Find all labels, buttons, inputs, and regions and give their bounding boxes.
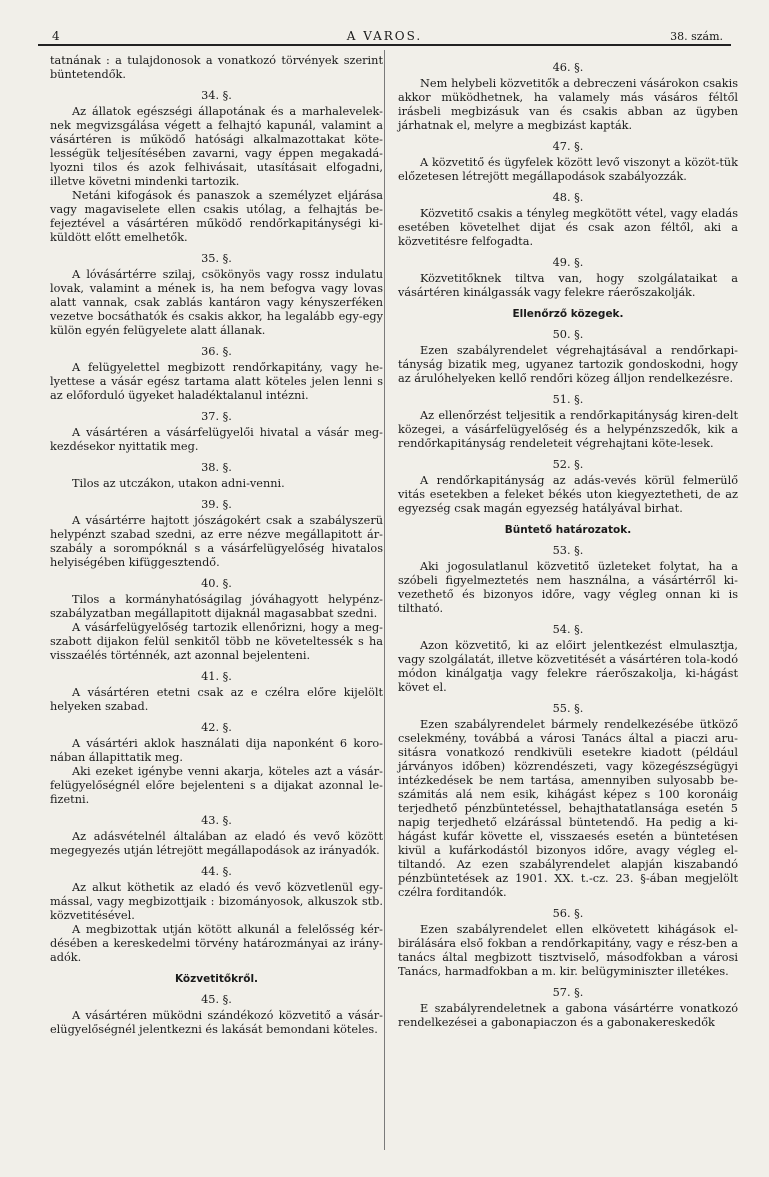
- paragraph: Ezen szabályrendelet végrehajtásával a rendőrkapi-tányság bizatik meg, ugyanez tartozik gondoskodni, hogy az árulóhelyeken kellő rendőri közeg álljon rendelkezésre.: [398, 344, 738, 386]
- section-number: 39. §.: [201, 498, 232, 511]
- paragraph: Netáni kifogások és panaszok a személyzet eljárása vagy magaviselete ellen csakis utólag, a felhajtás be-fejeztével a vásártéren működő rendőrkapitánységi ki-küldött előtt emelhetők.: [50, 189, 383, 244]
- paragraph: Azon közvetitő, ki az előirt jelentkezést elmulasztja, vagy szolgálatát, illetve közvetitését a vásártéren tola-kodó módon kinálgatja vagy felekre ráerőszakolja, ki-hágást követ el.: [398, 639, 738, 695]
- paragraph: A vásártéren etetni csak az e czélra előre kijelölt helyeken szabad.: [50, 686, 383, 713]
- paragraph: Tilos a kormányhatóságilag jóváhagyott helypénz-szabályzatban megállapitott dijaknál magasabbat szedni.: [50, 593, 383, 620]
- paragraph: Ezen szabályrendelet ellen elkövetett kihágások el-birálására első fokban a rendőrkapitány, vagy e rész-ben a tanács által megbizott tisztviselő, másodfokban a városi Tanács, harmadfokban a m. kir. belügyminiszter illetékes.: [398, 923, 738, 979]
- right-column: [398, 54, 738, 1030]
- section-number: 47. §.: [552, 140, 584, 153]
- page-header: [38, 26, 731, 46]
- paragraph: A felügyelettel megbizott rendőrkapitány, vagy he-lyettese a vásár egész tartama alatt köteles jelen lenni s az előforduló ügyeket haladéktalanul intézni.: [50, 361, 383, 402]
- section-number: 55. §.: [552, 702, 584, 716]
- paragraph: A vásártéri aklok használati dija naponként 6 koro-nában állapittatik meg.: [50, 737, 383, 764]
- section-number: 34. §.: [201, 89, 232, 102]
- paragraph: A közvetitő és ügyfelek között levő viszonyt a közöt-tük előzetesen létrejött megállapodások szabályozzák.: [398, 156, 738, 183]
- paragraph: A rendőrkapitányság az adás-vevés körül felmerülő vitás esetekben a feleket békés uton kiegyeztetheti, de az egyezség csak magán egyezség hatályával birhat.: [398, 474, 738, 516]
- section-number: 52. §.: [552, 458, 584, 472]
- paragraph: Az alkut köthetik az eladó és vevő közvetlenül egy-mással, vagy megbizottjaik : bizományosok, alkuszok stb. közvetitésével.: [50, 881, 383, 922]
- paragraph: A lóvásártérre szilaj, csökönyös vagy rossz indulatu lovak, valamint a mének is, ha nem befogva vagy lovas alatt vannak, csak zablás kantáron vagy kényszerféken vezetve bocsáthatók és csakis akkor, ha legalább egy-egy külön egyén felügyelete alatt állanak.: [50, 268, 383, 337]
- paragraph: Közvetitő csakis a tényleg megkötött vétel, vagy eladás esetében követelhet dijat és csak azon féltől, aki a közvetitésre felfogadta.: [398, 207, 738, 248]
- paragraph: Az ellenőrzést teljesitik a rendőrkapitányság kiren-delt közegei, a vásárfelügyelőség és a helypénzszedők, kik a rendőrkapitányság rendeleteit végrehajtani köte-lesek.: [398, 409, 738, 451]
- section-number: 50. §.: [552, 328, 584, 342]
- section-number: 35. §.: [201, 252, 232, 265]
- section-heading: Közvetitőkről.: [174, 973, 259, 985]
- paragraph: Ezen szabályrendelet bármely rendelkezésébe ütköző cselekmény, továbbá a városi Tanács által a piaczi aru-sitásra vonatkozó rendkivüli esetekre kiadott (például járványos időben) közrendészeti, vagy közegészségügyi intézkedések be nem tartása, amennyiben sulyosabb be-számitás alá nem esik, kihágást képez s 100 koronáig terjedhető pénzbüntetéssel, behajthatatlansága esetén 5 napig terjedhető elzárással büntetendő. Ha pedig a ki-hágást kufár követte el, visszaesés esetén a büntetésen kivül a kufárkodástól bizonyos időre, avagy végleg el-tiltandó. Az ezen szabályrendelet alapján kiszabandó pénzbüntetések az 1901. XX. t.-cz. 23. §-ában megjelölt czélra forditandók.: [398, 718, 738, 900]
- section-number: 48. §.: [552, 191, 584, 204]
- paragraph: A vásártéren a vásárfelügyelői hivatal a vásár meg-kezdésekor nyittatik meg.: [50, 426, 383, 453]
- section-number: 51. §.: [552, 393, 584, 407]
- issue-number: 38. szám.: [670, 30, 723, 43]
- paragraph: Közvetitőknek tiltva van, hogy szolgálataikat a vásártéren kinálgassák vagy felekre ráerőszakolják.: [398, 272, 738, 299]
- paragraph: E szabályrendeletnek a gabona vásártérre vonatkozó rendelkezései a gabonapiaczon és a gabonakereskedők: [398, 1002, 738, 1030]
- section-number: 40. §.: [201, 577, 232, 590]
- paragraph: A megbizottak utján kötött alkunál a felelősség kér-désében a kereskedelmi törvény határozmányai az irány-adók.: [50, 923, 383, 964]
- section-number: 56. §.: [552, 907, 584, 921]
- section-number: 42. §.: [201, 721, 232, 734]
- section-number: 37. §.: [201, 410, 232, 423]
- section-number: 49. §.: [552, 256, 584, 269]
- section-heading: Ellenőrző közegek.: [512, 308, 624, 320]
- section-number: 54. §.: [552, 623, 584, 637]
- page-number: 4: [52, 29, 60, 43]
- paragraph: Aki ezeket igénybe venni akarja, köteles azt a vásár-felügyelőségnél előre bejelenteni s a dijakat azonnal le-fizetni.: [50, 765, 383, 806]
- paragraph: Az adásvételnél általában az eladó és vevő között megegyezés utján létrejött megállapodások az irányadók.: [50, 830, 383, 857]
- left-column: [50, 54, 383, 1037]
- paragraph: A vásárfelügyelőség tartozik ellenőrizni, hogy a meg-szabott dijakon felül senkitől több ne követeltessék s ha visszaélés történnék, azt azonnal bejelenteni.: [50, 621, 383, 662]
- section-number: 45. §.: [201, 993, 232, 1007]
- paragraph: Aki jogosulatlanul közvetitő üzleteket folytat, ha a szóbeli figyelmeztetés nem használna, a vásártérről ki-vezethető és bizonyos időre, vagy végleg onnan ki is tiltható.: [398, 560, 738, 616]
- paragraph: A vásártéren müködni szándékozó közvetitő a vásár-elügyelőségnél jelentkezni és lakását bemondani köteles.: [50, 1009, 383, 1037]
- publication-title: A VAROS.: [346, 29, 423, 43]
- section-number: 41. §.: [201, 670, 232, 683]
- section-number: 36. §.: [201, 345, 232, 358]
- section-number: 57. §.: [552, 986, 584, 1000]
- section-number: 43. §.: [201, 814, 232, 827]
- section-number: 44. §.: [201, 865, 232, 878]
- paragraph: Nem helybeli közvetitők a debreczeni vásárokon csakis akkor müködhetnek, ha valamely más vásáros féltől irásbeli megbizásuk van és csakis abban az ügyben járhatnak el, melyre a megbizást kapták.: [398, 77, 738, 132]
- paragraph: Tilos az utczákon, utakon adni-venni.: [72, 477, 285, 490]
- column-divider: [384, 50, 385, 1150]
- paragraph: tatnának : a tulajdonosok a vonatkozó törvények szerint büntetendők.: [50, 54, 383, 81]
- paragraph: A vásártérre hajtott jószágokért csak a szabályszerü helypénzt szabad szedni, az erre nézve megállapitott ár-szabály a sorompóknál s a vásárfelügyelőség hivatalos helyiségében kifüggesztendő.: [50, 514, 383, 569]
- section-number: 38. §.: [201, 461, 232, 474]
- paragraph: Az állatok egészségi állapotának és a marhalevelek-nek megvizsgálása végett a felhajtó kapunál, valamint a vásártéren is működő hatósági alkalmazottakat köte-lességük teljesítésében zavarni, vagy éppen megakadá-lyozni tilos és azok felhivásait, utasításait elfogadni, illetve követni mindenki tartozik.: [50, 105, 383, 188]
- section-number: 46. §.: [552, 61, 584, 74]
- section-number: 53. §.: [552, 544, 584, 558]
- section-heading: Büntető határozatok.: [504, 524, 632, 537]
